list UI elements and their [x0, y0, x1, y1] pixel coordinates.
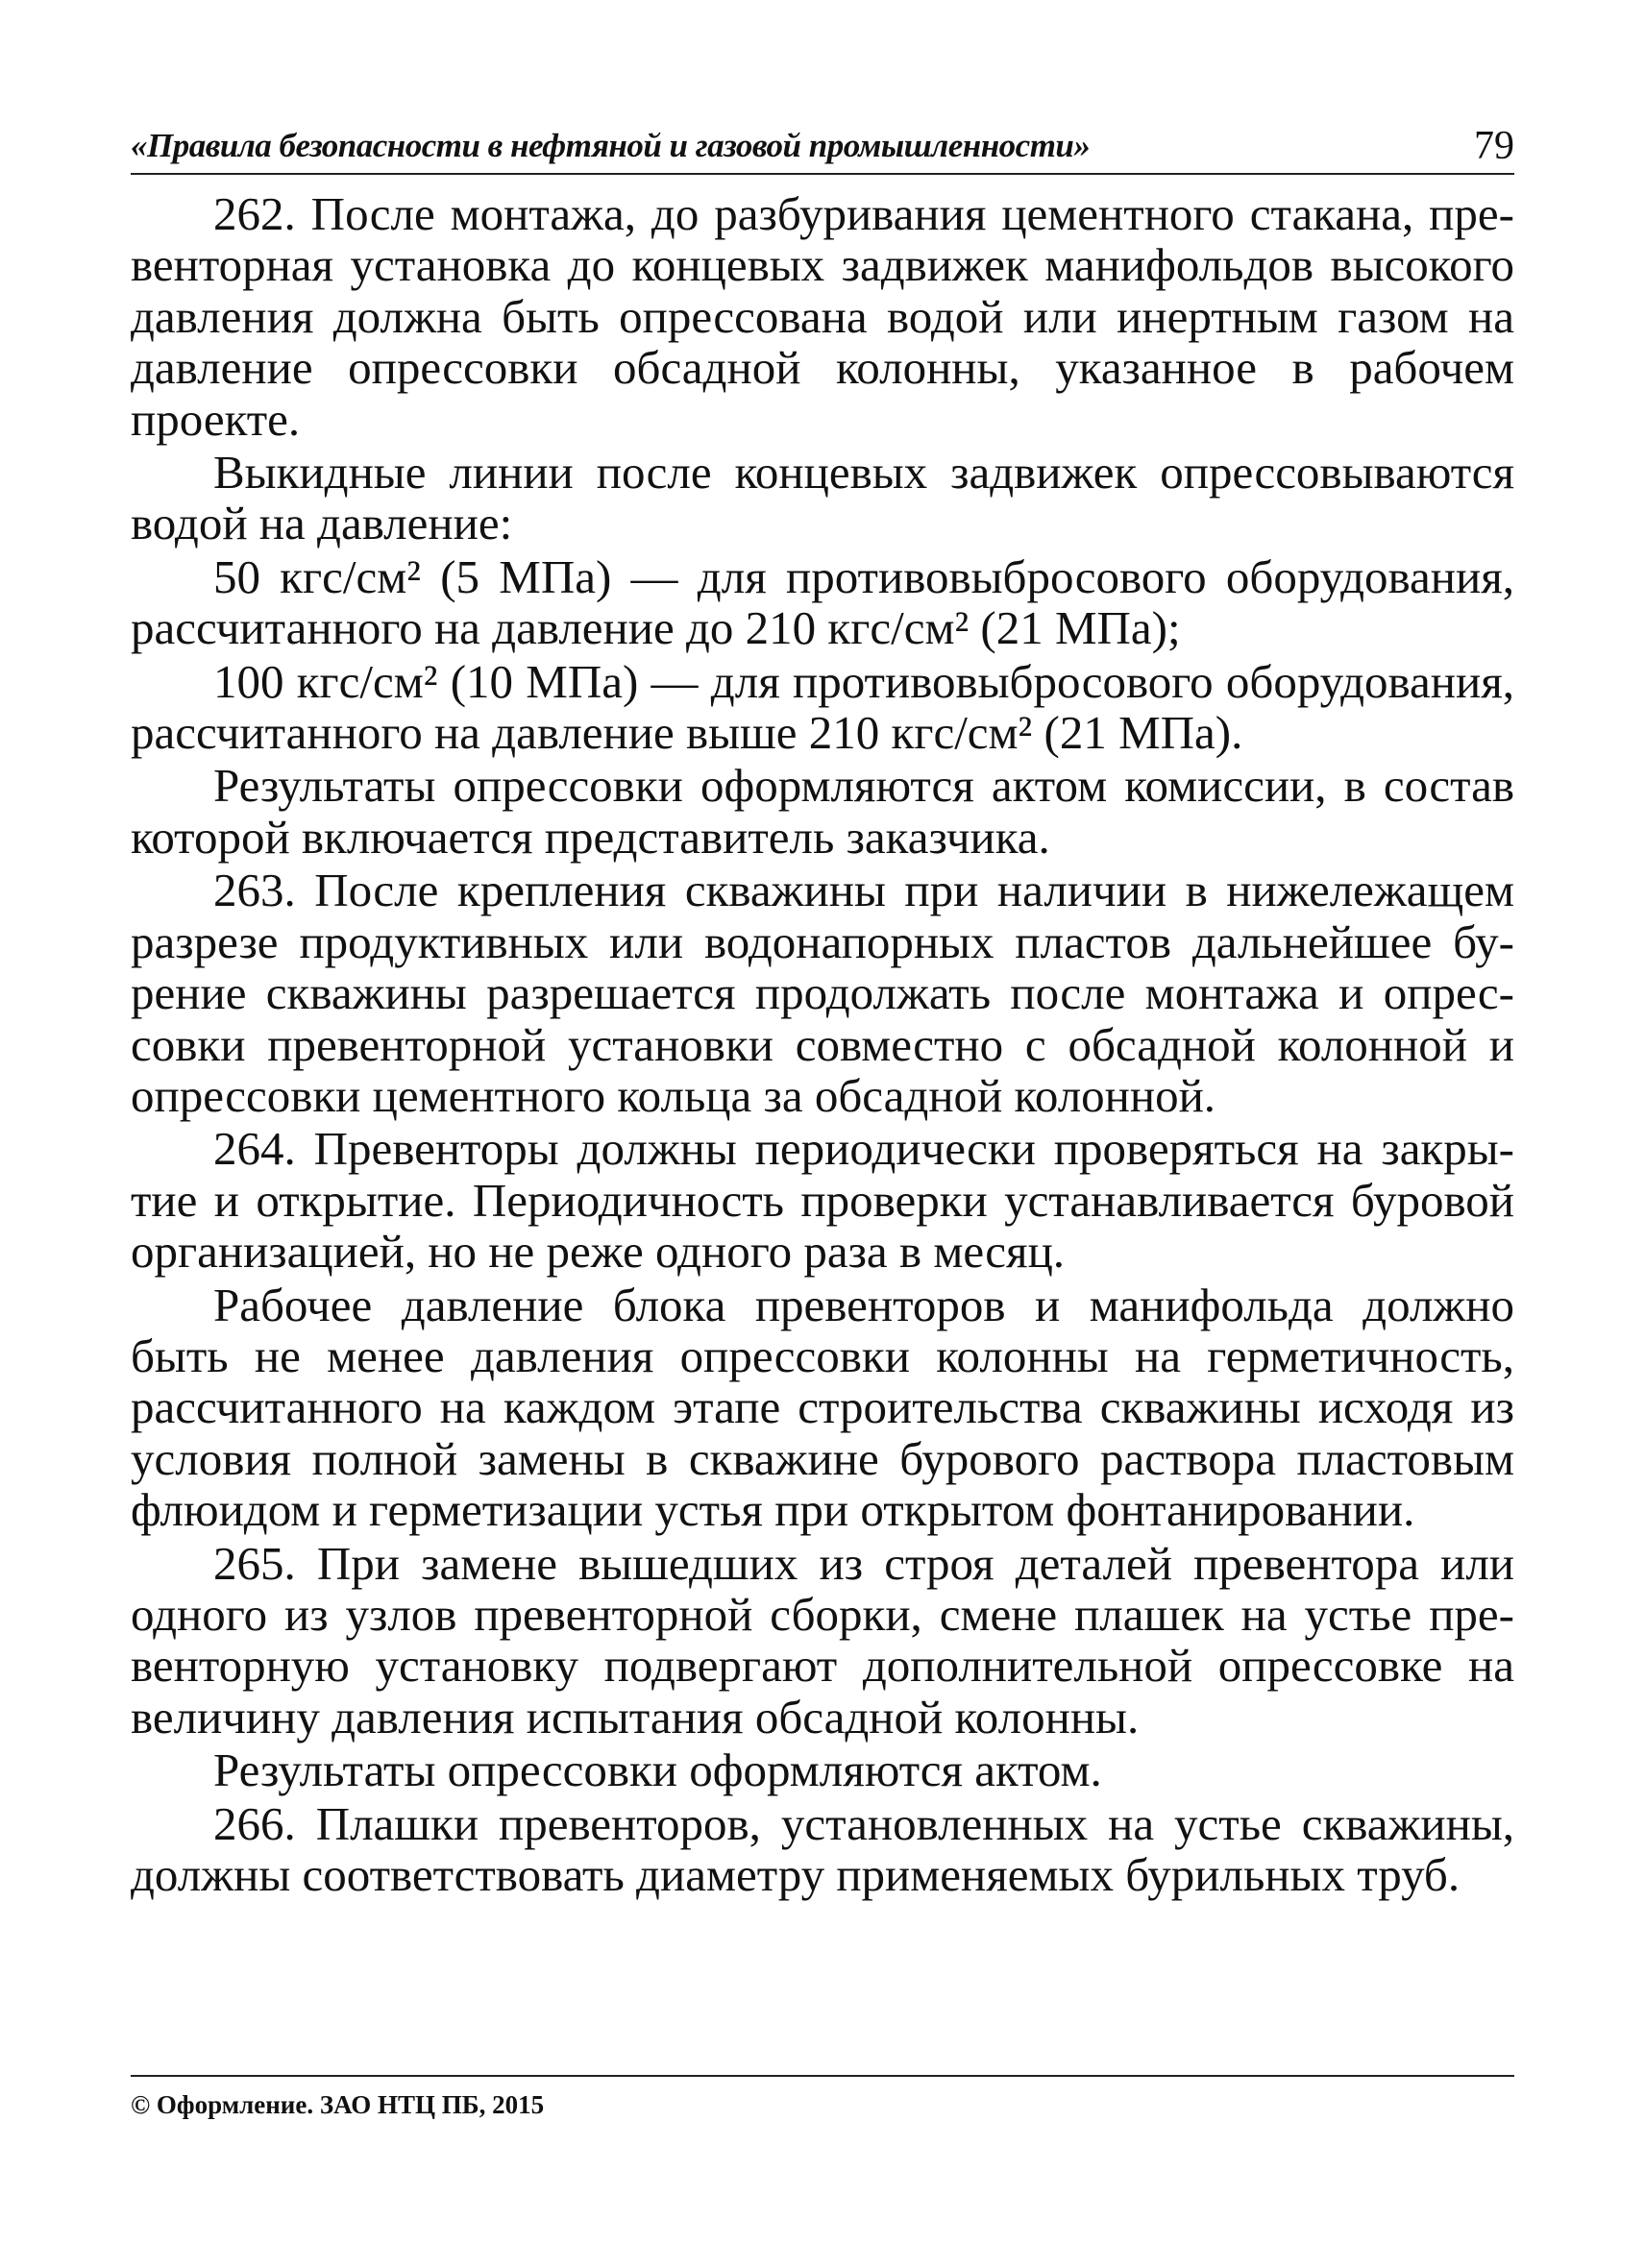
paragraph-263: 263. После крепления скважины при наличии в нижележащем разрезе продуктивных или водонапорных пластов дальнейшее бурение скважины разрешается продолжать после монтажа и опрессовки превенторной установки совместно с обсадной колонной и опрессовки цементного кольца за обсадной колонной. — [131, 864, 1514, 1122]
paragraph-test-results-commission: Результаты опрессовки оформляются актом комиссии, в состав которой включается представитель заказчика. — [131, 759, 1514, 864]
paragraph-264: 264. Превенторы должны периодически проверяться на закрытие и открытие. Периодичность проверки устанавливается буровой организацией, но не реже одного раза в месяц. — [131, 1122, 1514, 1279]
paragraph-discharge-lines: Выкидные линии после концевых задвижек опрессовываются водой на давление: — [131, 446, 1514, 550]
paragraph-pressure-100: 100 кгс/см² (10 МПа) — для противовыбросового оборудования, рассчитанного на давление выше 210 кгс/см² (21 МПа). — [131, 654, 1514, 760]
paragraph-pressure-50: 50 кгс/см² (5 МПа) — для противовыбросового оборудования, рассчитанного на давление до 210 кгс/см² (21 МПа); — [131, 549, 1514, 655]
paragraph-266: 266. Плашки превенторов, установленных на устье скважины, должны соответствовать диаметру применяемых бурильных труб. — [131, 1796, 1514, 1901]
page-number: 79 — [1474, 124, 1514, 168]
document-page — [131, 113, 1514, 2140]
footer-copyright: © Оформление. ЗАО НТЦ ПБ, 2015 — [131, 2090, 545, 2119]
running-header — [131, 113, 1514, 175]
paragraph-working-pressure: Рабочее давление блока превенторов и манифольда должно быть не менее давления опрессовки колонны на герметичность, рассчитанного на каждом этапе строительства скважины исходя из условия полной замены в скважине бурового раствора пластовым флюидом и герметизации устья при открытом фонтанировании. — [131, 1278, 1514, 1537]
header-title: «Правила безопасности в нефтяной и газовой промышленности» — [131, 127, 1091, 164]
footer — [131, 2075, 1514, 2120]
paragraph-test-results-act: Результаты опрессовки оформляются актом. — [213, 1744, 1102, 1797]
body-text — [131, 188, 1514, 1900]
paragraph-262: 262. После монтажа, до разбуривания цементного стакана, превенторная установка до концевых задвижек манифольдов высокого давления должна быть опрессована водой или инертным газом на давление опрессовки обсадной колонны, указанное в рабочем проекте. — [131, 187, 1514, 446]
paragraph-265: 265. При замене вышедших из строя деталей превентора или одного из узлов превенторной сборки, смене плашек на устье превенторную установку подвергают дополнительной опрессовке на величину давления испытания обсадной колонны. — [131, 1536, 1514, 1744]
